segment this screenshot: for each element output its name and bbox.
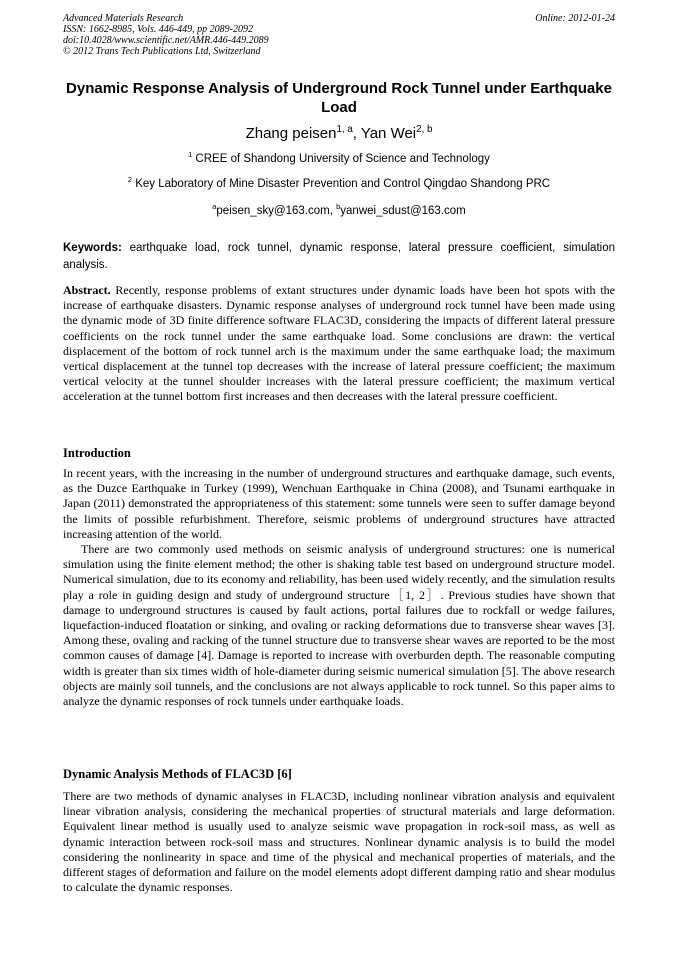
author-1: Zhang peisen <box>245 125 337 142</box>
abstract-label: Abstract. <box>63 283 111 297</box>
email-a-marker: a <box>212 202 217 212</box>
introduction-heading: Introduction <box>63 446 131 460</box>
abstract <box>63 283 615 405</box>
paper-title: Dynamic Response Analysis of Underground Rock Tunnel under Earthquake Load <box>66 80 612 116</box>
doi-line: doi:10.4028/www.scientific.net/AMR.446-449.2089 <box>63 35 269 46</box>
copyright-line: © 2012 Trans Tech Publications Ltd, Switzerland <box>63 46 261 57</box>
keywords-text: earthquake load, rock tunnel, dynamic response, lateral pressure coefficient, simulation analysis. <box>63 242 615 271</box>
methods-heading: Dynamic Analysis Methods of FLAC3D [6] <box>63 767 292 781</box>
affiliation-1-text: CREE of Shandong University of Science and Technology <box>192 153 490 165</box>
author-1-marker: 1, a <box>336 124 353 135</box>
introduction-body <box>63 466 615 709</box>
author-separator: , <box>352 125 361 142</box>
introduction-paragraph-1: In recent years, with the increasing in the number of underground structures and earthquake damage, such events, as the Duzce Earthquake in Turkey (1999), Wenchuan Earthquake in China (2008), and Tsunami earthquake in Japan (2011) demonstrated the appropriateness of this statement: some tunnels were seen to suffer damage beyond the limits of possible refurbishment. Therefore, seismic problems of underground structures have attracted increasing attention of the world. <box>63 466 615 541</box>
email-a: peisen_sky@163.com, <box>216 205 337 217</box>
abstract-text: Recently, response problems of extant structures under dynamic loads have been hot spots with the increase of earthquake disasters. Dynamic response analyses of underground rock tunnel have been made using the dynamic mode of 3D finite difference software FLAC3D, considering the impacts of different lateral pressure coefficients on the rock tunnel under the same earthquake load. Some conclusions are drawn: the vertical displacement of the bottom of rock tunnel arch is the maximum under the same earthquake load; the maximum vertical displacement at the tunnel top decreases with the increase of lateral pressure coefficient; the maximum vertical velocity at the tunnel shoulder increases with the lateral pressure coefficient; the maximum vertical acceleration at the tunnel bottom first increases and then decreases with the lateral pressure coefficient. <box>63 283 615 404</box>
introduction-paragraph-2: There are two commonly used methods on seismic analysis of underground structures: one is numerical simulation using the finite element method; the other is shaking table test based on underground structure model. Numerical simulation, due to its economy and reliability, has been used widely recently, and the simulation results play a role in guiding design and study of underground structure［1, 2］. Previous studies have shown that damage to underground structures is caused by fault actions, portal failures due to rockfall or wedge failures, liquefaction-induced floatation or sinking, and ovaling or racking deformations due to transverse shear waves [3]. Among these, ovaling and racking of the tunnel structure due to transverse shear waves are reported to be the most common causes of damage [4]. Damage is reported to increase with overburden depth. The reasonable computing width is greater than six times width of hole-diameter during seismic numerical simulation [5]. The above research objects are mainly soil tunnels, and the conclusions are not always applicable to rock tunnel. So this paper aims to analyze the dynamic responses of rock tunnels under earthquake loads. <box>63 542 615 709</box>
affiliation-2-marker: 2 <box>127 175 133 185</box>
affiliation-1-marker: 1 <box>188 150 193 160</box>
methods-body <box>63 789 615 895</box>
affiliation-2 <box>63 177 615 191</box>
author-line <box>63 124 615 144</box>
keywords <box>63 240 615 274</box>
email-line <box>63 204 615 218</box>
affiliation-1 <box>63 152 615 166</box>
methods-paragraph-1: There are two methods of dynamic analyses in FLAC3D, including nonlinear vibration analysis and equivalent linear vibration analysis, considering the mechanical properties of structural materials and large deformation. Equivalent linear method is usually used to analyze seismic wave propagation in rock-soil mass, as well as dynamic interaction between rock-soil mass and structures. Nonlinear dynamic analysis is to build the model considering the nonlinearity in space and time of the physical and mechanical properties of materials, and the different stages of deformation and failure on the model elements adopt different damping ratio and shear modulus to calculate the dynamic responses. <box>63 789 615 895</box>
journal-name: Advanced Materials Research <box>63 13 184 24</box>
affiliation-2-text: Key Laboratory of Mine Disaster Prevention and Control Qingdao Shandong PRC <box>132 178 551 190</box>
author-2-marker: 2, b <box>416 124 433 135</box>
keywords-label: Keywords: <box>63 242 122 254</box>
issn-line: ISSN: 1662-8985, Vols. 446-449, pp 2089-2092 <box>63 24 253 35</box>
email-b-marker: b <box>336 202 341 212</box>
email-b: yanwei_sdust@163.com <box>340 205 466 217</box>
author-2: Yan Wei <box>360 125 417 142</box>
journal-header <box>63 13 615 57</box>
online-date: Online: 2012-01-24 <box>535 13 615 24</box>
